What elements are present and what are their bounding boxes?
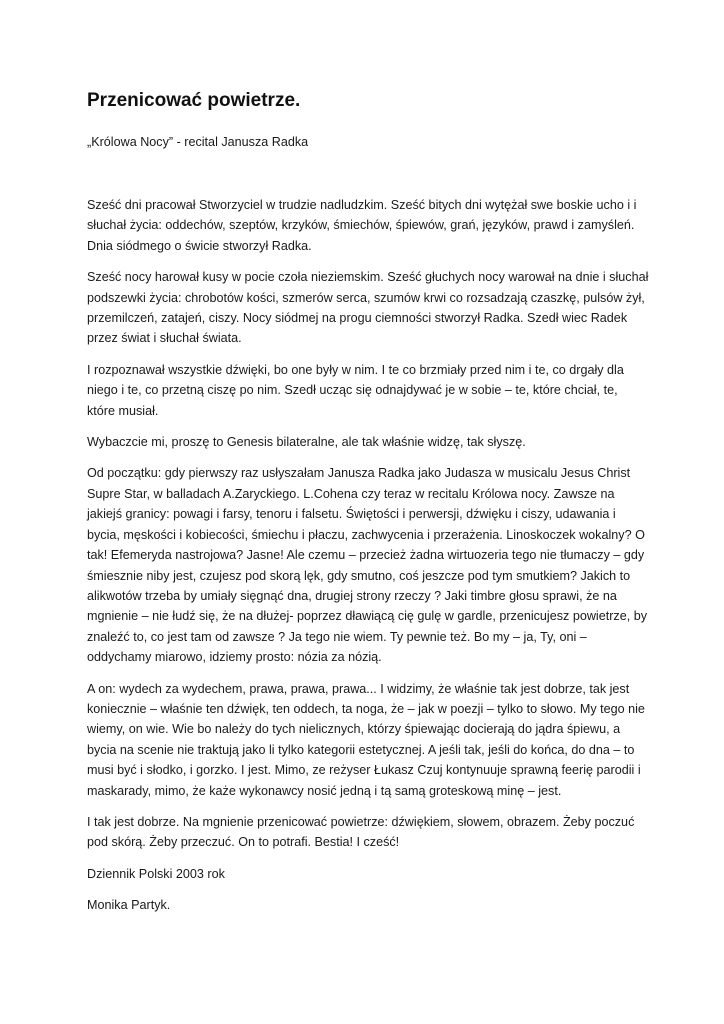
- article-subtitle: „Królowa Nocy” - recital Janusza Radka: [87, 135, 309, 149]
- author-signature: Monika Partyk.: [87, 898, 171, 913]
- paragraph-3: I rozpoznawał wszystkie dźwięki, bo one były w nim. I te co brzmiały przed nim i te, co drgały dla niego i te, co przetną ciszę po nim. Szedł ucząc się odnajdywać je w sobie – te, które chciał, te, które musiał.: [87, 362, 624, 418]
- paragraph-6: A on: wydech za wydechem, prawa, prawa, prawa... I widzimy, że właśnie tak jest dobrze, tak jest koniecznie – właśnie ten dźwięk, ten oddech, ta noga, że – jak w poezji – tylko to słowo. My tego nie wiemy, on wie. Wie bo należy do tych nielicznych, którzy śpiewając docierają do jądra śpiewu, a bycia na scenie nie traktują jako li tylko kategorii estetycznej. A jeśli tak, jeśli do końca, do dna – to musi być i słodko, i gorzko. I jest. Mimo, ze reżyser Łukasz Czuj kontynuuje sprawną feerię parodii i maskarady, mimo, że każe wykonawcy nosić jedną i tą samą groteskową minę – jest.: [87, 681, 645, 798]
- document-page: [87, 88, 649, 927]
- paragraph-7: I tak jest dobrze. Na mgnienie przenicować powietrze: dźwiękiem, słowem, obrazem. Żeby poczuć pod skórą. Żeby przeczuć. On to potrafi. Bestia! I cześć!: [87, 814, 635, 850]
- article-title: Przenicować powietrze.: [87, 90, 301, 111]
- paragraph-2: Sześć nocy harował kusy w pocie czoła nieziemskim. Sześć głuchych nocy warował na dnie i słuchał podszewki życia: chrobotów kości, szmerów serca, szumów krwi co rozsadzają czaszkę, pulsów żył, przemilczeń, zatajeń, ciszy. Nocy siódmej na progu ciemności stworzył Radka. Szedł wiec Radek przez świat i słuchał świata.: [87, 270, 649, 346]
- paragraph-1: Sześć dni pracował Stworzyciel w trudzie nadludzkim. Sześć bitych dni wytężał swe boskie ucho i i słuchał życia: oddechów, szeptów, krzyków, śmiechów, śpiewów, grań, języków, prawd i zamyśleń. Dnia siódmego o świcie stworzył Radka.: [87, 198, 637, 253]
- paragraph-5: Od początku: gdy pierwszy raz usłyszałam Janusza Radka jako Judasza w musicalu Jesus Christ Supre Star, w balladach A.Zaryckiego. L.Cohena czy teraz w recitalu Królowa nocy. Zawsze na jakiejś granicy: powagi i farsy, tenoru i falsetu. Świętości i perwersji, dźwięku i ciszy, udawania i bycia, męskości i kobiecości, śmiechu i płaczu, zachwycenia i przerażenia. Linoskoczek wokalny? O tak! Efemeryda nastrojowa? Jasne! Ale czemu – przecież żadna wirtuozeria tego nie tłumaczy – gdy śmiesznie niby jest, czujesz pod skorą lęk, gdy smutno, coś jeszcze pod tym smutkiem? Jakich to alikwotów trzeba by umiały sięgnąć dna, drugiej strony rzeczy ? Jaki timbre głosu sprawi, że na mgnienie – nie łudź się, że na dłużej- poprzez dławiącą cię gulę w gardle, przenicujesz powietrze, by znaleźć to, co jest tam od zawsze ? Ja tego nie wiem. Ty pewnie też. Bo my – ja, Ty, oni – oddychamy miarowo, idziemy prosto: nózia za nózią.: [87, 466, 648, 665]
- paragraph-4: Wybaczcie mi, proszę to Genesis bilateralne, ale tak właśnie widzę, tak słyszę.: [87, 435, 526, 450]
- source-line: Dziennik Polski 2003 rok: [87, 866, 225, 881]
